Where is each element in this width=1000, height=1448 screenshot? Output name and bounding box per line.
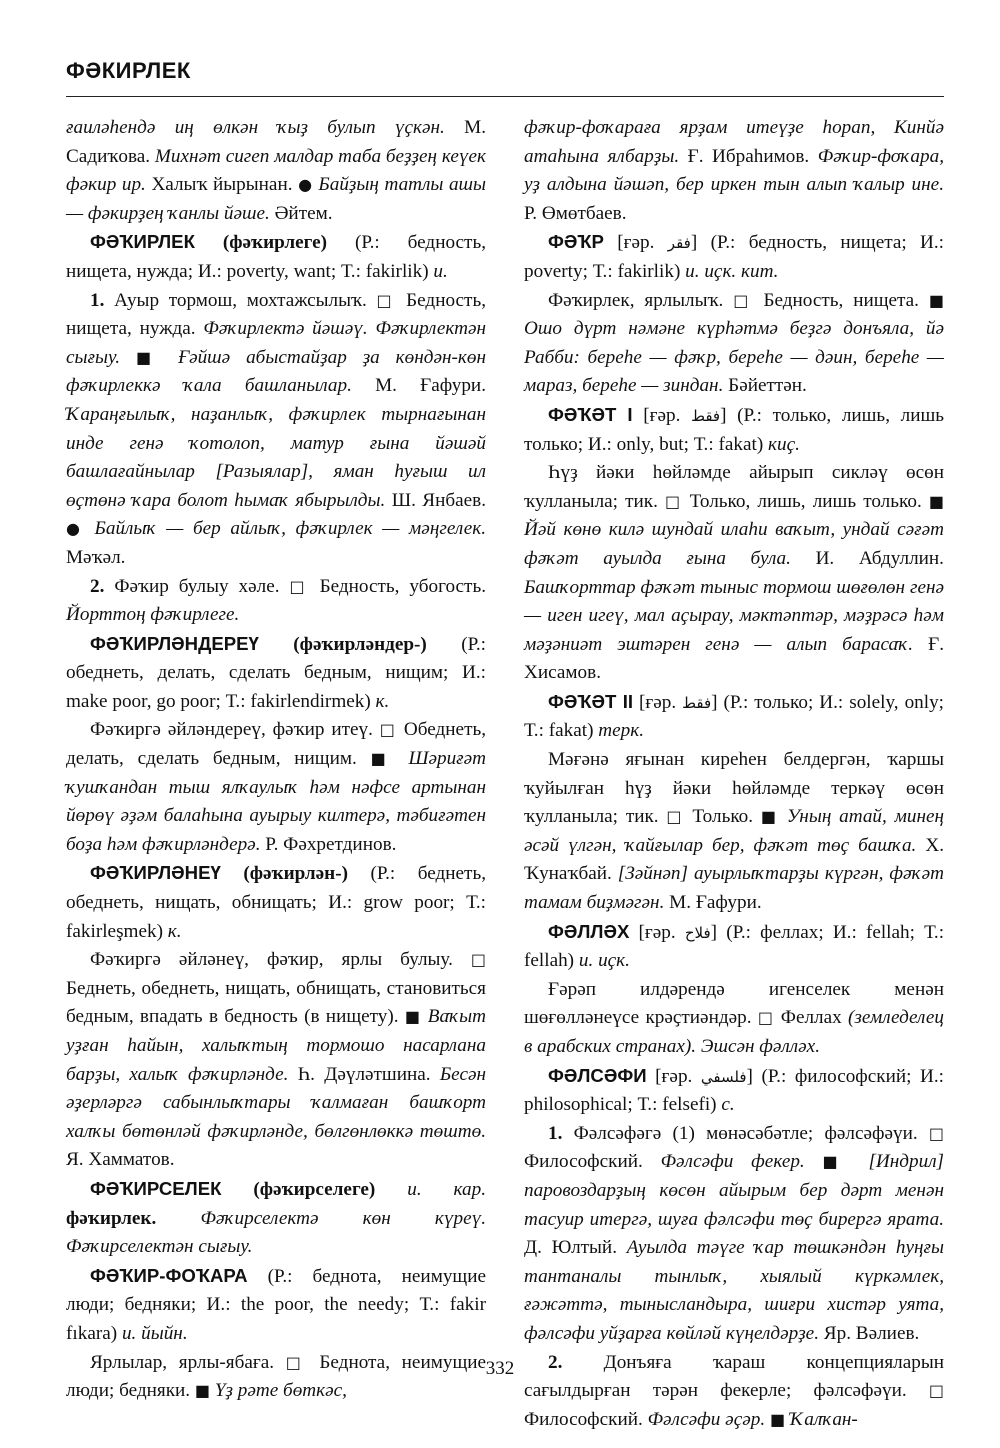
square-filled-icon: ■	[760, 807, 780, 827]
part-of-speech: и. йыйн.	[121, 1322, 188, 1344]
entry-body	[524, 746, 944, 918]
part-of-speech: и. иҫк. кит.	[685, 260, 779, 282]
arabic-script: فقط	[682, 693, 712, 712]
example-text: Йорттоң фәҡирлеге.	[66, 604, 240, 626]
part-of-speech: к.	[167, 920, 182, 942]
square-filled-icon: ■	[370, 749, 395, 769]
arabic-script: فقر	[667, 234, 691, 253]
header-divider	[66, 96, 944, 97]
entry-fakr	[524, 228, 944, 286]
example-text: Ғәйшә абыстайҙар ҙа көндән-көн фәҡирлеккә ҡала башланылар.	[66, 346, 486, 397]
square-filled-icon: ■	[194, 1381, 211, 1401]
square-outline-icon: □	[285, 1352, 308, 1372]
grammar-form: (фәҡирләндер-)	[293, 633, 427, 655]
square-filled-icon: ■	[404, 1007, 422, 1027]
translations: (Р.: беднеть, обеднеть, нищать, обнищать; И.: grow poor; Т.: fakirleşmek)	[66, 863, 486, 942]
russian-equivalent: Бедность, нищета.	[763, 289, 919, 311]
definition: Ауыр тормош, мохтажсылыҡ.	[114, 289, 367, 311]
entry-body	[66, 946, 486, 1175]
source: Һ. Дәүләтшина.	[297, 1063, 431, 1085]
entry-fakat-1	[524, 401, 944, 459]
example-text: Михнәт сигеп малдар таба беҙҙең кеүек фәкир ир.	[66, 145, 486, 196]
example-text: Фәҡирлектә йәшәү. Фәҡирлектән сығыу.	[66, 318, 486, 368]
page-title: ФӘКИРЛЕК	[66, 58, 191, 83]
definition: Донъяға ҡараш концепцияларын сағылдырған тәрән фекерле; фәлсәфәүи.	[524, 1351, 944, 1402]
square-filled-icon: ■	[136, 347, 163, 367]
russian-note: (земледелец в арабских странах).	[524, 1007, 945, 1057]
entry-falsafi	[524, 1062, 944, 1120]
russian-equivalent: Бедность, нищета, нужда.	[66, 289, 486, 340]
square-outline-icon: □	[666, 807, 685, 827]
example-text: Уның атай, минең әсәй үлгән, ҡайғылар бер, фәҡәт төҫ башҡа.	[524, 806, 945, 856]
example-text: фәҡир-фоҡараға ярҙам итеүҙе һорап, Кинйә атаһына ялбарҙы.	[524, 117, 944, 167]
definition: Фәҡир булыу хәле.	[114, 575, 280, 597]
definition: Фәҡиргә әйләндереү, фәҡир итеү.	[90, 719, 373, 741]
russian-equivalent: Беднота, неимущие люди; бедняки.	[66, 1351, 487, 1402]
square-outline-icon: □	[289, 576, 310, 596]
headword: ФӘҠӘТ II	[548, 690, 634, 712]
square-outline-icon: □	[928, 1381, 944, 1401]
example-text: Шәриғәт ҡушҡандан тыш ялҡаулыҡ һәм нәфсе артынан йөрөү әҙәм балаһына ауырыу килтерә, тәбиғәтен боҙа һәм фәҡирләндерә.	[66, 748, 487, 855]
russian-equivalent: Только.	[692, 806, 754, 828]
translations: ] (Р.: бедность, нищета; И.: poverty; Т.: fakirlik)	[524, 232, 944, 282]
translations: (Р.: беднота, неимущие люди; бедняки; И.: the poor, the needy; Т.: fakir fıkara)	[66, 1265, 486, 1344]
entry-fakirselek	[66, 1175, 486, 1262]
square-filled-icon: ■	[769, 1409, 786, 1429]
entry-fakir-fokara	[66, 1262, 486, 1349]
grammar-form: (фәҡирселеге)	[253, 1178, 376, 1200]
source: М. Ғафури.	[669, 892, 762, 914]
entry-body	[524, 287, 944, 401]
square-outline-icon: □	[757, 1008, 775, 1028]
arabic-script: فلاح	[684, 923, 711, 942]
example-text: [Зәйнәп] ауырлыҡтарҙы күргән, фәҡәт тамам биҙмәгән.	[524, 863, 944, 914]
sense-2	[66, 573, 486, 630]
headword: ФӘҠИРЛЕК	[90, 231, 195, 253]
square-filled-icon: ■	[928, 491, 944, 511]
entry-fakirlek	[66, 228, 486, 286]
translations: (Р.: обеднеть, делать, сделать бедным, нищим; И.: make poor, go poor; Т.: fakirlendirmek)	[66, 633, 487, 712]
part-of-speech: и.	[433, 260, 448, 282]
russian-equivalent: Философский.	[524, 1408, 643, 1430]
square-filled-icon: ■	[928, 290, 945, 310]
entry-fakirlenew	[66, 859, 486, 946]
part-of-speech: терк.	[598, 720, 645, 742]
square-outline-icon: □	[665, 491, 683, 511]
entry-fakirlenderew	[66, 630, 486, 717]
translations: ] (Р.: философский; И.: philosophical; Т.: felsefi)	[524, 1065, 945, 1116]
entry-fakat-2	[524, 688, 944, 746]
russian-equivalent: Феллах	[780, 1007, 842, 1029]
definition: Ғәрәп илдәрендә игенселек менән шөғөлләнеүсе крәҫтиәндәр.	[524, 978, 944, 1029]
headword: ФӘҠӘТ I	[548, 403, 633, 425]
part-of-speech: с.	[721, 1094, 735, 1116]
sense-1	[524, 1120, 944, 1349]
cross-reference: фәҡирлек.	[66, 1207, 157, 1229]
example-text: Ауылда тәүге ҡар төшкәндән һуңғы тантаналы тынлыҡ, хыялый күркәмлек, ғәжәттә, тынысландыра, шиғри хистәр уята, фәлсәфи уйҙарға көйләй күңелдәрҙе.	[524, 1237, 944, 1344]
grammar-form: (фәҡирлеге)	[222, 232, 328, 254]
square-outline-icon: □	[376, 290, 397, 310]
bullet-icon: ●	[66, 519, 85, 539]
definition: Һүҙ йәки һөйләмде айырып сикләү өсөн ҡулланыла; тик.	[524, 462, 944, 512]
example-text: Фәлсәфи әҫәр.	[647, 1408, 766, 1430]
bullet-icon: ●	[298, 175, 313, 195]
etymology: [ғәр.	[655, 1065, 693, 1087]
left-column	[66, 114, 486, 1406]
russian-equivalent: Обеднеть, делать, сделать бедным, нищим.	[66, 719, 486, 770]
source: Бәйеттән.	[728, 375, 807, 397]
source: И. Абдуллин.	[815, 547, 944, 569]
arabic-script: فقط	[691, 406, 721, 425]
example-text: Бесән әҙерләргә сабынлыҡтары ҡалмаған башҡорт халҡы бөтөнләй фәҡирләнде, бөлгөнлөккә төштө.	[66, 1063, 486, 1142]
russian-equivalent: Беднеть, обеднеть, нищать, обнищать, становиться бедным, впадать в бедность (в нищету).	[66, 977, 486, 1028]
part-of-speech: к.	[375, 690, 390, 712]
russian-equivalent: Философский.	[524, 1151, 643, 1173]
russian-equivalent: Бедность, убогость.	[319, 575, 486, 597]
page-number: 332	[485, 1358, 515, 1379]
source: Мәҡәл.	[66, 546, 126, 568]
entry-continuation	[524, 114, 944, 228]
translations: ] (Р.: только; И.: solely, only; Т.: fakat)	[524, 691, 945, 742]
entry-fellah	[524, 918, 944, 976]
example-text: Эшсән фәлләх.	[700, 1036, 820, 1057]
russian-equivalent: Только, лишь, лишь только.	[689, 490, 922, 512]
headword: ФӘЛЛӘХ	[548, 920, 630, 942]
right-column	[524, 114, 944, 1434]
example-text: Фәлсәфи фекер.	[660, 1151, 805, 1173]
sense-number: 2.	[90, 575, 105, 597]
entry-body	[524, 459, 944, 688]
etymology: [ғәр.	[617, 232, 655, 254]
example-text: Байҙың татлы ашы — фәкирҙең ҡанлы йәше.	[66, 174, 487, 224]
sense-1	[66, 287, 486, 573]
source: М. Ғафури.	[375, 375, 486, 397]
square-outline-icon: □	[379, 720, 397, 740]
etymology: [ғәр.	[639, 691, 677, 713]
definition: Фәлсәфәгә (1) мөнәсәбәтле; фәлсәфәүи.	[573, 1122, 918, 1144]
etymology: [ғәр.	[638, 921, 676, 943]
definition: Фәҡиргә әйләнеү, фәҡир, ярлы булыу.	[90, 949, 453, 971]
part-of-speech: и. кар.	[407, 1178, 487, 1200]
source: Р. Фәхретдинов.	[265, 833, 397, 855]
example-text: Ошо дүрт нәмәне күрһәтмә беҙгә донъяла, йә Рабби: береһе — фәҡр, береһе — дәин, береһе — мараз, береһе — зиндан.	[524, 318, 944, 397]
source: Р. Өмөтбаев.	[524, 202, 627, 224]
sense-number: 1.	[90, 289, 105, 311]
definition: Ярлылар, ярлы-ябаға.	[90, 1351, 275, 1373]
square-filled-icon: ■	[822, 1152, 851, 1172]
source: Х. Ҡунаҡбай.	[524, 834, 945, 885]
square-outline-icon: □	[928, 1123, 944, 1143]
translations: (Р.: бедность, нищета, нужда; И.: poverty, want; Т.: fakirlik)	[66, 232, 486, 282]
example-text: Байлыҡ — бер айлыҡ, фәҡирлек — мәңгелек.	[94, 518, 486, 540]
running-header	[66, 58, 944, 84]
source: Яр. Вәлиев.	[823, 1322, 920, 1344]
headword: ФӘЛСӘФИ	[548, 1064, 647, 1086]
source: Халыҡ йырынан.	[151, 174, 293, 196]
example-text: Үҙ рәте бөткәс,	[214, 1380, 347, 1402]
headword: ФӘҠИРСЕЛЕК	[90, 1177, 222, 1199]
source: Я. Хамматов.	[66, 1149, 175, 1171]
example-text: [Индрил] паровоздарҙың көсөн айырым бер дәрт менән тасуир итергә, шуға фәлсәфи төҫ бирергә ярата.	[524, 1151, 945, 1230]
grammar-form: (фәҡирлән-)	[243, 863, 348, 885]
example-text: ғаиләһендә иң өлкән ҡыҙ булып үҫкән.	[66, 117, 445, 138]
source: Ғ. Хисамов.	[524, 633, 945, 684]
example-text: Ваҡыт уҙған һайын, халыҡтың тормошо насарлана барҙы, халыҡ фәҡирләнде.	[66, 1006, 487, 1085]
headword: ФӘҠИРЛӘНДЕРЕҮ	[90, 632, 259, 654]
entry-continuation	[66, 114, 486, 228]
example-text: Башҡорттар фәҡәт тыныс тормош шөғөлөн генә — иген игеү, мал аҫырау, мәктәптәр, мәҙрәсә һәм мәҙәниәт эштәрен генә — алып барасаҡ.	[524, 576, 944, 655]
etymology: [ғәр.	[643, 404, 681, 426]
headword: ФӘҠИРЛӘНЕҮ	[90, 862, 221, 884]
source: Ш. Янбаев.	[391, 489, 487, 511]
headword: ФӘҠИР-ФОҠАРА	[90, 1264, 248, 1286]
source: Әйтем.	[274, 202, 333, 224]
square-outline-icon: □	[733, 290, 754, 310]
translations: ] (Р.: феллах; И.: fellah; Т.: fellah)	[524, 921, 945, 972]
example-text: Ҡалҡан-	[789, 1408, 858, 1430]
source: Ғ. Ибраһимов.	[687, 145, 810, 167]
entry-body	[66, 716, 486, 859]
definition: Мәғәнә яғынан киреһен белдергән, ҡаршы ҡуйылған һүҙ йәки һөйләмде теркәү өсөн ҡулланыла; тик.	[524, 749, 944, 828]
source: Д. Юлтый.	[524, 1237, 617, 1259]
arabic-script: فلسفي	[700, 1067, 747, 1086]
sense-number: 2.	[548, 1351, 563, 1373]
example-text: Фәҡир-фоҡара, уҙ алдына йәшәп, бер иркен тын алып ҡалыр ине.	[524, 145, 945, 196]
source: М. Садиҡова.	[66, 117, 486, 167]
part-of-speech: киҫ.	[768, 433, 800, 455]
part-of-speech: и. иҫк.	[578, 950, 630, 972]
example-text: Йәй көнө килә шундай илаһи ваҡыт, ундай сәғәт фәҡәт ауылда ғына була.	[524, 519, 944, 569]
example-text: Ҡараңғылыҡ, наҙанлыҡ, фәҡирлек тырнағынан инде генә ҡотолоп, матур ғына йәшәй башлағайнылар [Разыялар], яман һуғыш ил өҫтөнә ҡара болот һымаҡ ябырылды.	[66, 403, 486, 511]
example-text: Фәҡирселектә көн күреү. Фәҡирселектән сығыу.	[66, 1207, 487, 1258]
square-outline-icon: □	[470, 950, 487, 970]
sense-number: 1.	[548, 1122, 563, 1144]
definition: Фәҡирлек, ярлылыҡ.	[548, 289, 724, 311]
headword: ФӘҠР	[548, 231, 604, 253]
translations: ] (Р.: только, лишь, лишь только; И.: only, but; Т.: fakat)	[524, 404, 945, 455]
entry-body	[524, 976, 944, 1062]
